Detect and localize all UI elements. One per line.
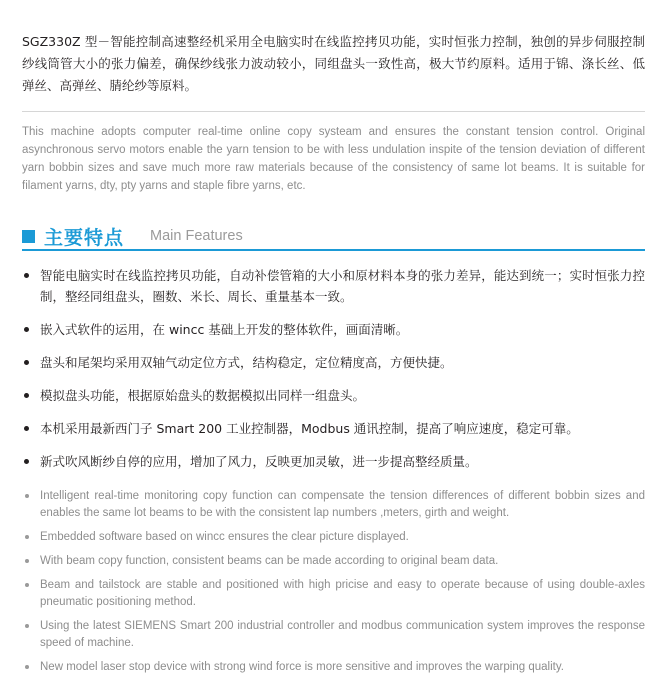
horizontal-divider	[22, 111, 645, 112]
intro-paragraph-chinese: SGZ330Z 型－智能控制高速整经机采用全电脑实时在线监控拷贝功能，实时恒张力控制，独创的异步伺服控制纱线筒管大小的张力偏差，确保纱线张力波动较小，同组盘头一致性高，极大节约原料。适用于锦、涤长丝、低弹丝、高弹丝、腈纶纱等原料。	[22, 33, 645, 93]
list-item: 盘头和尾架均采用双轴气动定位方式，结构稳定，定位精度高，方便快捷。	[22, 352, 645, 373]
list-item: 新式吹风断纱自停的应用，增加了风力，反映更加灵敏，进一步提高整经质量。	[22, 451, 645, 472]
section-title-english: Main Features	[150, 228, 243, 244]
main-features-heading	[22, 221, 645, 251]
feature-list-chinese	[22, 265, 645, 472]
square-bullet-icon	[22, 230, 35, 243]
list-item: With beam copy function, consistent beams can be made according to original beam data.	[22, 553, 645, 570]
list-item: New model laser stop device with strong wind force is more sensitive and improves the warping quality.	[22, 659, 645, 676]
list-item: Embedded software based on wincc ensures the clear picture displayed.	[22, 529, 645, 546]
feature-list-english	[22, 488, 645, 676]
list-item: Using the latest SIEMENS Smart 200 industrial controller and modbus communication system improves the response speed of machine.	[22, 618, 645, 652]
list-item: 嵌入式软件的运用，在 wincc 基础上开发的整体软件，画面清晰。	[22, 319, 645, 340]
section-title-chinese: 主要特点	[44, 226, 125, 249]
list-item: Intelligent real-time monitoring copy function can compensate the tension differences of different bobbin sizes and enables the same lot beams to be with the consistent lap numbers ,meters, girth and weight.	[22, 488, 645, 522]
list-item: Beam and tailstock are stable and positioned with high pricise and easy to operate because of using double-axles pneumatic positioning method.	[22, 577, 645, 611]
intro-paragraph-english: This machine adopts computer real-time online copy systeam and ensures the constant tension control. Original asynchronous servo motors enable the yarn tension to be with less undulation inspite of the tension deviation of different yarn bobbin sizes and save much more raw materials because of the consistency of same lot beams. It is suitable for filament yarns, dty, pty yarns and staple fibre yarns, etc.	[22, 126, 645, 192]
list-item: 模拟盘头功能，根据原始盘头的数据模拟出同样一组盘头。	[22, 385, 645, 406]
list-item: 智能电脑实时在线监控拷贝功能，自动补偿管箱的大小和原材料本身的张力差异，能达到统一；实时恒张力控制，整经同组盘头，圈数、米长、周长、重量基本一致。	[22, 265, 645, 307]
product-spec-page	[0, 13, 667, 673]
heading-underline	[22, 249, 645, 251]
list-item: 本机采用最新西门子 Smart 200 工业控制器，Modbus 通讯控制，提高了响应速度，稳定可靠。	[22, 418, 645, 439]
